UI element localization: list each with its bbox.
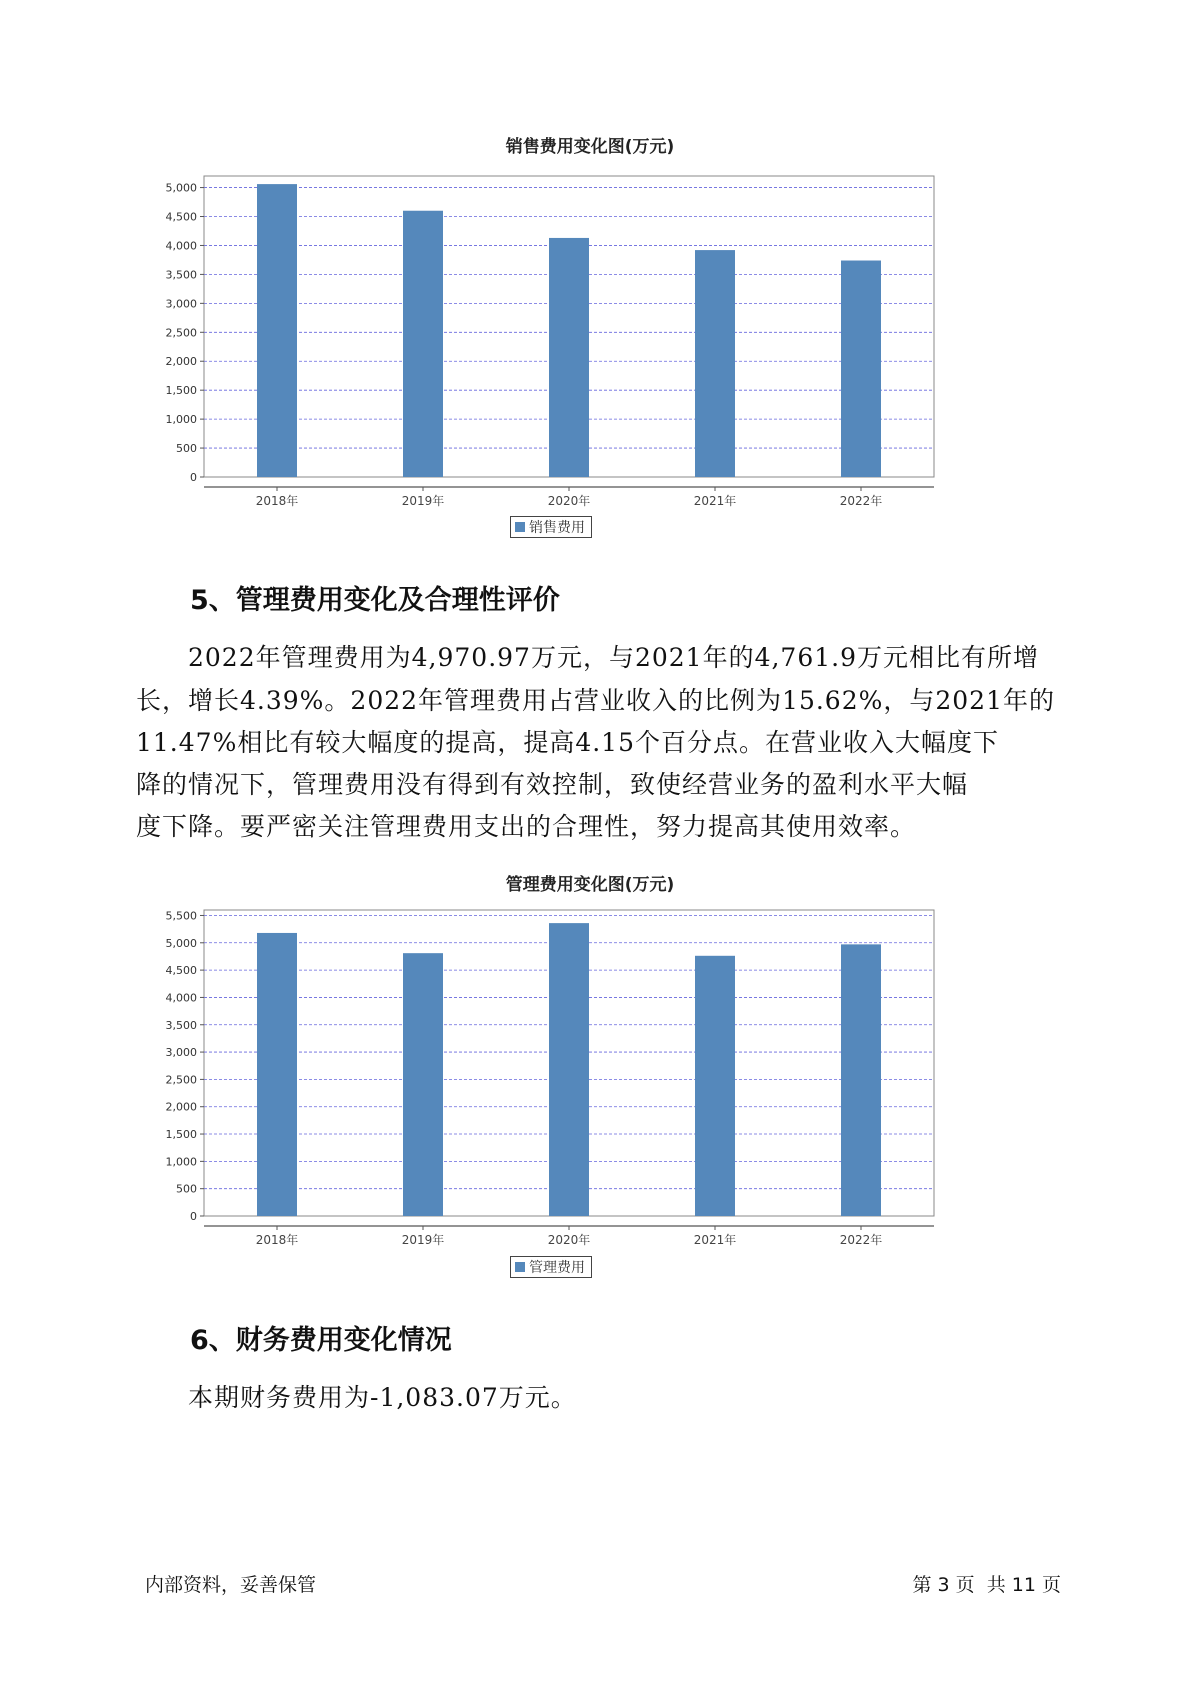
y-tick-label: 3,000 <box>165 1046 197 1060</box>
section-5-heading: 5、管理费用变化及合理性评价 <box>190 585 560 616</box>
y-tick-label: 2,500 <box>165 1073 197 1087</box>
bar-2022年 <box>841 261 881 477</box>
bar-2019年 <box>403 211 443 477</box>
footer-page-number: 第 3 页 共 11 页 <box>912 1574 1061 1596</box>
y-tick-label: 1,500 <box>165 384 197 398</box>
section-6-text: 本期财务费用为-1,083.07万元。 <box>188 1383 577 1412</box>
x-tick-label: 2018年 <box>255 494 299 508</box>
y-tick-label: 2,000 <box>165 355 197 369</box>
x-tick-label: 2020年 <box>547 1233 591 1247</box>
bar-2019年 <box>403 953 443 1216</box>
bar-2020年 <box>549 238 589 477</box>
y-tick-label: 0 <box>190 1210 197 1223</box>
y-tick-label: 4,500 <box>165 210 197 224</box>
y-tick-label: 4,500 <box>165 964 197 978</box>
paragraph-line: 度下降。要严密关注管理费用支出的合理性，努力提高其使用效率。 <box>136 812 917 841</box>
y-tick-label: 4,000 <box>165 239 197 253</box>
chart-legend <box>510 1256 592 1278</box>
x-tick-label: 2021年 <box>693 494 737 508</box>
bar-2021年 <box>695 250 735 477</box>
legend-swatch <box>515 522 525 532</box>
bar-2021年 <box>695 956 735 1216</box>
x-tick-label: 2022年 <box>839 1233 883 1247</box>
x-tick-label: 2021年 <box>693 1233 737 1247</box>
y-tick-label: 4,000 <box>165 991 197 1005</box>
x-tick-label: 2018年 <box>255 1233 299 1247</box>
admin-expense-chart-svg <box>150 904 1030 1264</box>
section-6-heading: 6、财务费用变化情况 <box>190 1325 452 1356</box>
legend-swatch <box>515 1262 525 1272</box>
sales-expense-chart-svg <box>150 166 1030 516</box>
bar-2018年 <box>257 933 297 1216</box>
y-tick-label: 3,000 <box>165 297 197 311</box>
y-tick-label: 2,000 <box>165 1100 197 1114</box>
y-tick-label: 5,500 <box>165 909 197 923</box>
chart-legend <box>510 516 592 538</box>
paragraph-line: 长，增长4.39%。2022年管理费用占营业收入的比例为15.62%，与2021年的 <box>136 686 1055 715</box>
y-tick-label: 1,000 <box>165 1155 197 1169</box>
chart-title: 销售费用变化图(万元) <box>505 137 675 157</box>
y-tick-label: 500 <box>176 1182 197 1196</box>
paragraph-line: 降的情况下，管理费用没有得到有效控制，致使经营业务的盈利水平大幅 <box>136 770 969 799</box>
paragraph-line: 2022年管理费用为4,970.97万元，与2021年的4,761.9万元相比有所增 <box>188 643 1039 672</box>
bar-2020年 <box>549 923 589 1216</box>
y-tick-label: 1,000 <box>165 413 197 427</box>
admin-expense-chart <box>150 868 1030 1288</box>
footer-confidential-note: 内部资料，妥善保管 <box>145 1574 317 1596</box>
y-tick-label: 5,000 <box>165 936 197 950</box>
x-tick-label: 2019年 <box>401 1233 445 1247</box>
y-tick-label: 3,500 <box>165 268 197 282</box>
y-tick-label: 2,500 <box>165 326 197 340</box>
legend-label: 销售费用 <box>529 520 585 536</box>
paragraph-line: 11.47%相比有较大幅度的提高，提高4.15个百分点。在营业收入大幅度下 <box>136 728 999 757</box>
sales-expense-chart <box>150 130 1030 550</box>
bar-2018年 <box>257 184 297 477</box>
bar-2022年 <box>841 944 881 1216</box>
y-tick-label: 500 <box>176 442 197 456</box>
y-tick-label: 1,500 <box>165 1128 197 1142</box>
x-tick-label: 2022年 <box>839 494 883 508</box>
legend-label: 管理费用 <box>529 1260 585 1276</box>
chart-title: 管理费用变化图(万元) <box>505 875 675 895</box>
x-tick-label: 2019年 <box>401 494 445 508</box>
y-tick-label: 5,000 <box>165 181 197 195</box>
x-tick-label: 2020年 <box>547 494 591 508</box>
y-tick-label: 3,500 <box>165 1018 197 1032</box>
y-tick-label: 0 <box>190 471 197 484</box>
